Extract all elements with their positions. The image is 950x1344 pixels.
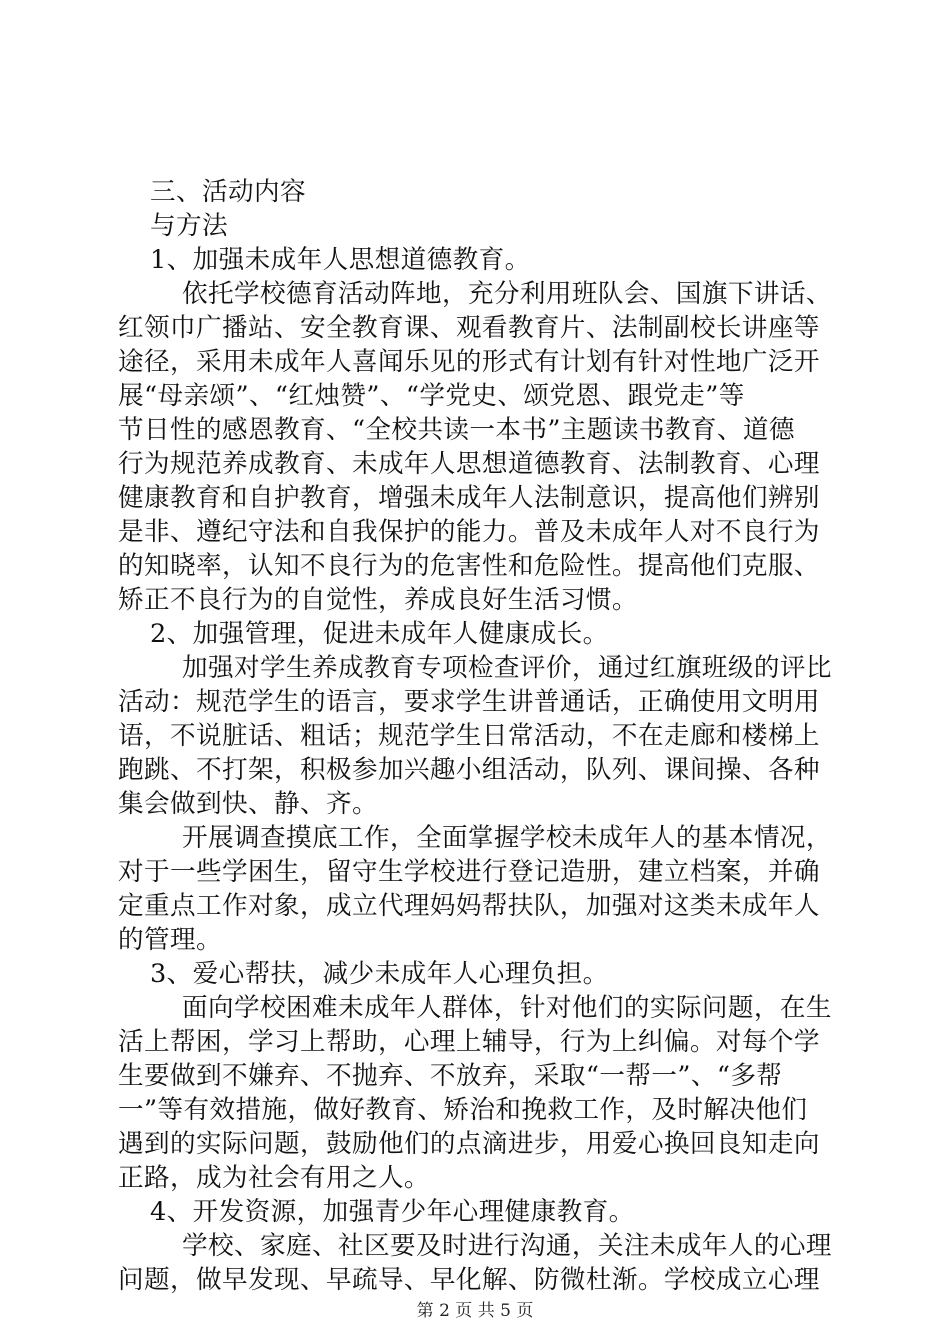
paragraph-line: 生要做到不嫌弃、不抛弃、不放弃，采取“一帮一”、“多帮: [118, 1061, 783, 1091]
paragraph-line: 一”等有效措施，做好教育、矫治和挽救工作，及时解决他们: [118, 1095, 808, 1125]
paragraph-line: 遇到的实际问题，鼓励他们的点滴进步，用爱心换回良知走向: [118, 1129, 820, 1159]
paragraph-line: 的管理。: [118, 925, 222, 955]
paragraph-line: 语，不说脏话、粗话；规范学生日常活动，不在走廊和楼梯上: [118, 721, 820, 751]
paragraph-line: 集会做到快、静、齐。: [118, 789, 378, 819]
paragraph-line: 开展调查摸底工作，全面掌握学校未成年人的基本情况，: [182, 823, 832, 853]
paragraph-line: 红领巾广播站、安全教育课、观看教育片、法制副校长讲座等: [118, 313, 820, 343]
subheading-1: 1、加强未成年人思想道德教育。: [150, 245, 531, 275]
paragraph-line: 的知晓率，认知不良行为的危害性和危险性。提高他们克服、: [118, 551, 820, 581]
paragraph-line: 跑跳、不打架，积极参加兴趣小组活动，队列、课间操、各种: [118, 755, 820, 785]
subheading-4: 4、开发资源，加强青少年心理健康教育。: [150, 1197, 635, 1227]
paragraph-line: 健康教育和自护教育，增强未成年人法制意识，提高他们辨别: [118, 483, 820, 513]
section-heading-cont: 与方法: [150, 211, 228, 241]
paragraph-line: 途径，采用未成年人喜闻乐见的形式有计划有针对性地广泛开: [118, 347, 820, 377]
paragraph-line: 矫正不良行为的自觉性，养成良好生活习惯。: [118, 585, 638, 615]
subheading-2: 2、加强管理，促进未成年人健康成长。: [150, 619, 609, 649]
paragraph-line: 加强对学生养成教育专项检查评价，通过红旗班级的评比: [182, 653, 832, 683]
paragraph-line: 展“母亲颂”、“红烛赞”、“学党史、颂党恩、跟党走”等: [118, 381, 745, 411]
paragraph-line: 对于一些学困生，留守生学校进行登记造册，建立档案，并确: [118, 857, 820, 887]
paragraph-line: 活动：规范学生的语言，要求学生讲普通话，正确使用文明用: [118, 687, 820, 717]
paragraph-line: 面向学校困难未成年人群体，针对他们的实际问题，在生: [182, 993, 832, 1023]
page-footer: 第 2 页 共 5 页: [416, 1301, 534, 1321]
paragraph-line: 活上帮困，学习上帮助，心理上辅导，行为上纠偏。对每个学: [118, 1027, 820, 1057]
paragraph-line: 定重点工作对象，成立代理妈妈帮扶队，加强对这类未成年人: [118, 891, 820, 921]
paragraph-line: 问题，做早发现、早疏导、早化解、防微杜渐。学校成立心理: [118, 1265, 820, 1295]
paragraph-line: 节日性的感恩教育、“全校共读一本书”主题读书教育、道德: [118, 415, 795, 445]
paragraph-line: 依托学校德育活动阵地，充分利用班队会、国旗下讲话、: [182, 279, 832, 309]
paragraph-line: 学校、家庭、社区要及时进行沟通，关注未成年人的心理: [182, 1231, 832, 1261]
section-heading: 三、活动内容: [150, 177, 306, 207]
paragraph-line: 正路，成为社会有用之人。: [118, 1163, 430, 1193]
paragraph-line: 是非、遵纪守法和自我保护的能力。普及未成年人对不良行为: [118, 517, 820, 547]
subheading-3: 3、爱心帮扶，减少未成年人心理负担。: [150, 959, 609, 989]
paragraph-line: 行为规范养成教育、未成年人思想道德教育、法制教育、心理: [118, 449, 820, 479]
